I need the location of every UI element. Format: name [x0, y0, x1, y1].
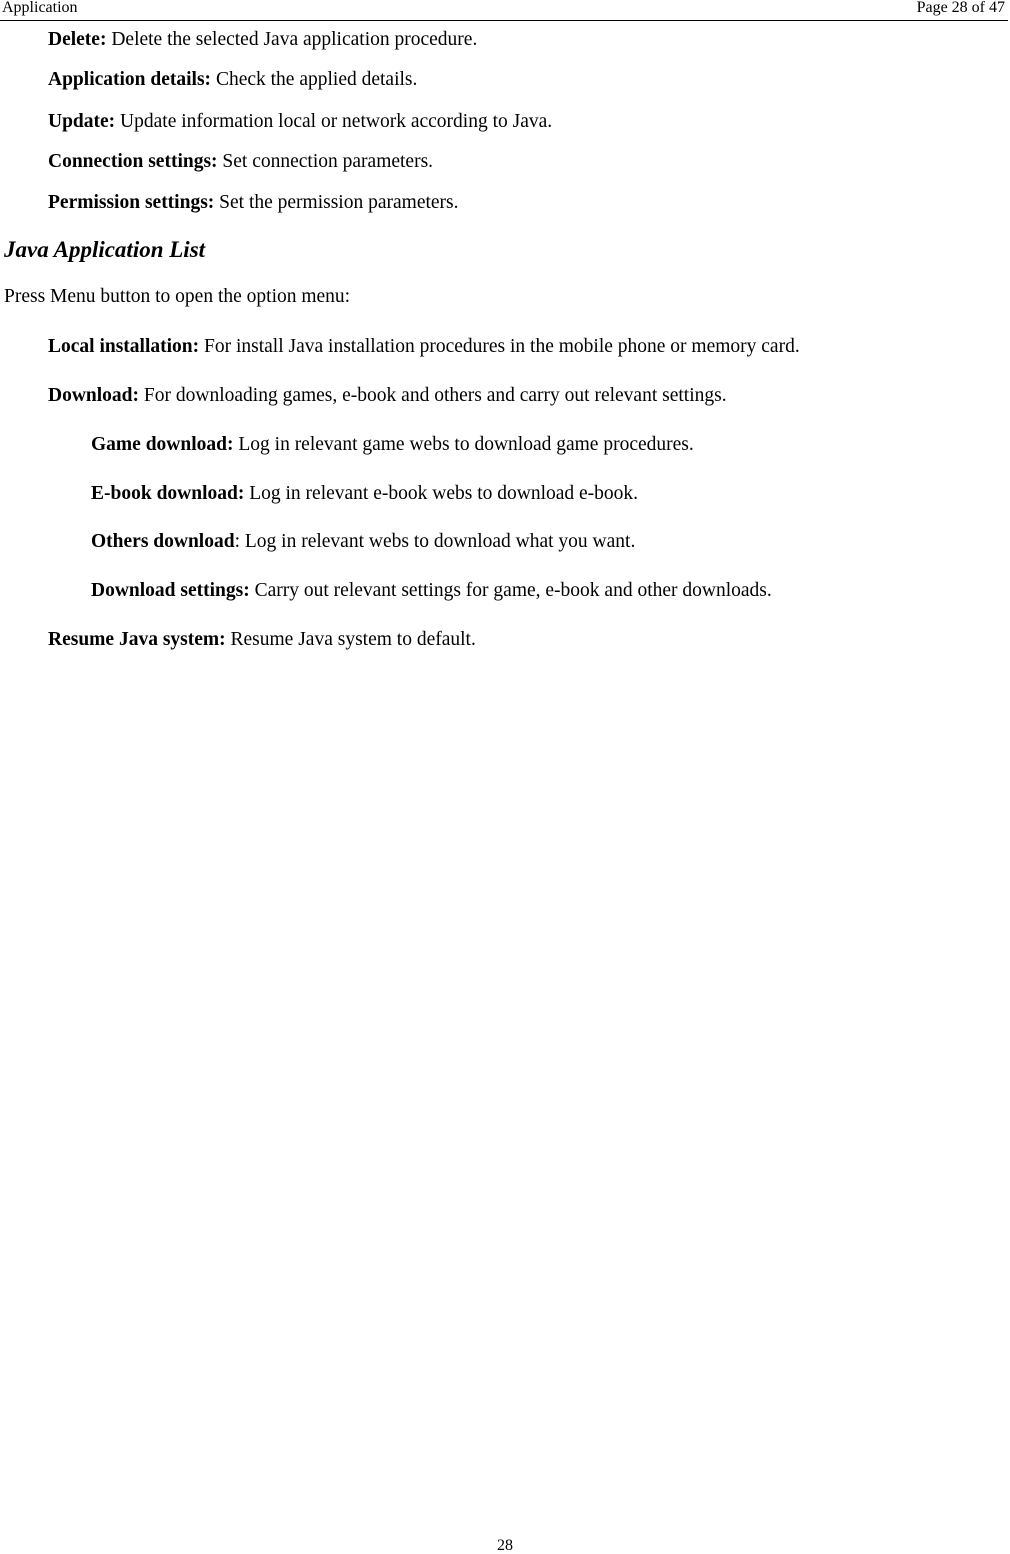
item-description: For install Java installation procedures in the mobile phone or memory card.	[199, 336, 800, 357]
item-description: Carry out relevant settings for game, e-book and other downloads.	[249, 580, 772, 601]
item-term: Download:	[48, 385, 140, 406]
sub-list-item	[91, 580, 772, 602]
sub-list-item	[91, 434, 694, 456]
item-term: Permission settings:	[48, 192, 215, 213]
item-description: Update information local or network according to Java.	[115, 111, 553, 132]
item-term: Delete:	[48, 29, 107, 50]
list-item	[48, 629, 476, 651]
item-term: Local installation:	[48, 336, 200, 357]
page-header	[0, 0, 1008, 21]
list-item	[48, 151, 433, 173]
item-description: Delete the selected Java application procedure.	[106, 29, 478, 50]
item-description: Check the applied details.	[211, 69, 418, 90]
item-term: Game download:	[91, 434, 234, 455]
intro-paragraph: Press Menu button to open the option menu:	[4, 286, 351, 307]
list-item	[48, 111, 552, 133]
item-description: Log in relevant e-book webs to download e-book.	[244, 483, 639, 504]
item-term: Connection settings:	[48, 151, 218, 172]
list-item	[48, 336, 800, 358]
section-heading: Java Application List	[4, 237, 206, 262]
item-description: For downloading games, e-book and others and carry out relevant settings.	[139, 385, 727, 406]
item-description: Set the permission parameters.	[214, 192, 459, 213]
item-description: Resume Java system to default.	[225, 629, 476, 650]
list-item	[48, 69, 417, 91]
item-term: Application details:	[48, 69, 212, 90]
item-description: Log in relevant game webs to download game procedures.	[233, 434, 694, 455]
list-item	[48, 29, 477, 51]
item-term: Resume Java system:	[48, 629, 226, 650]
item-term: Update:	[48, 111, 116, 132]
sub-list-item	[91, 531, 635, 553]
list-item	[48, 192, 459, 214]
item-term: E-book download:	[91, 483, 245, 504]
item-description: Set connection parameters.	[217, 151, 434, 172]
sub-list-item	[91, 483, 638, 505]
list-item	[48, 385, 727, 407]
page-number: 28	[497, 1537, 513, 1554]
header-page-count: Page 28 of 47	[916, 0, 1005, 16]
item-term: Download settings:	[91, 580, 250, 601]
item-description: : Log in relevant webs to download what you want.	[234, 531, 636, 552]
header-section-title: Application	[2, 0, 78, 16]
item-term: Others download	[91, 531, 235, 552]
